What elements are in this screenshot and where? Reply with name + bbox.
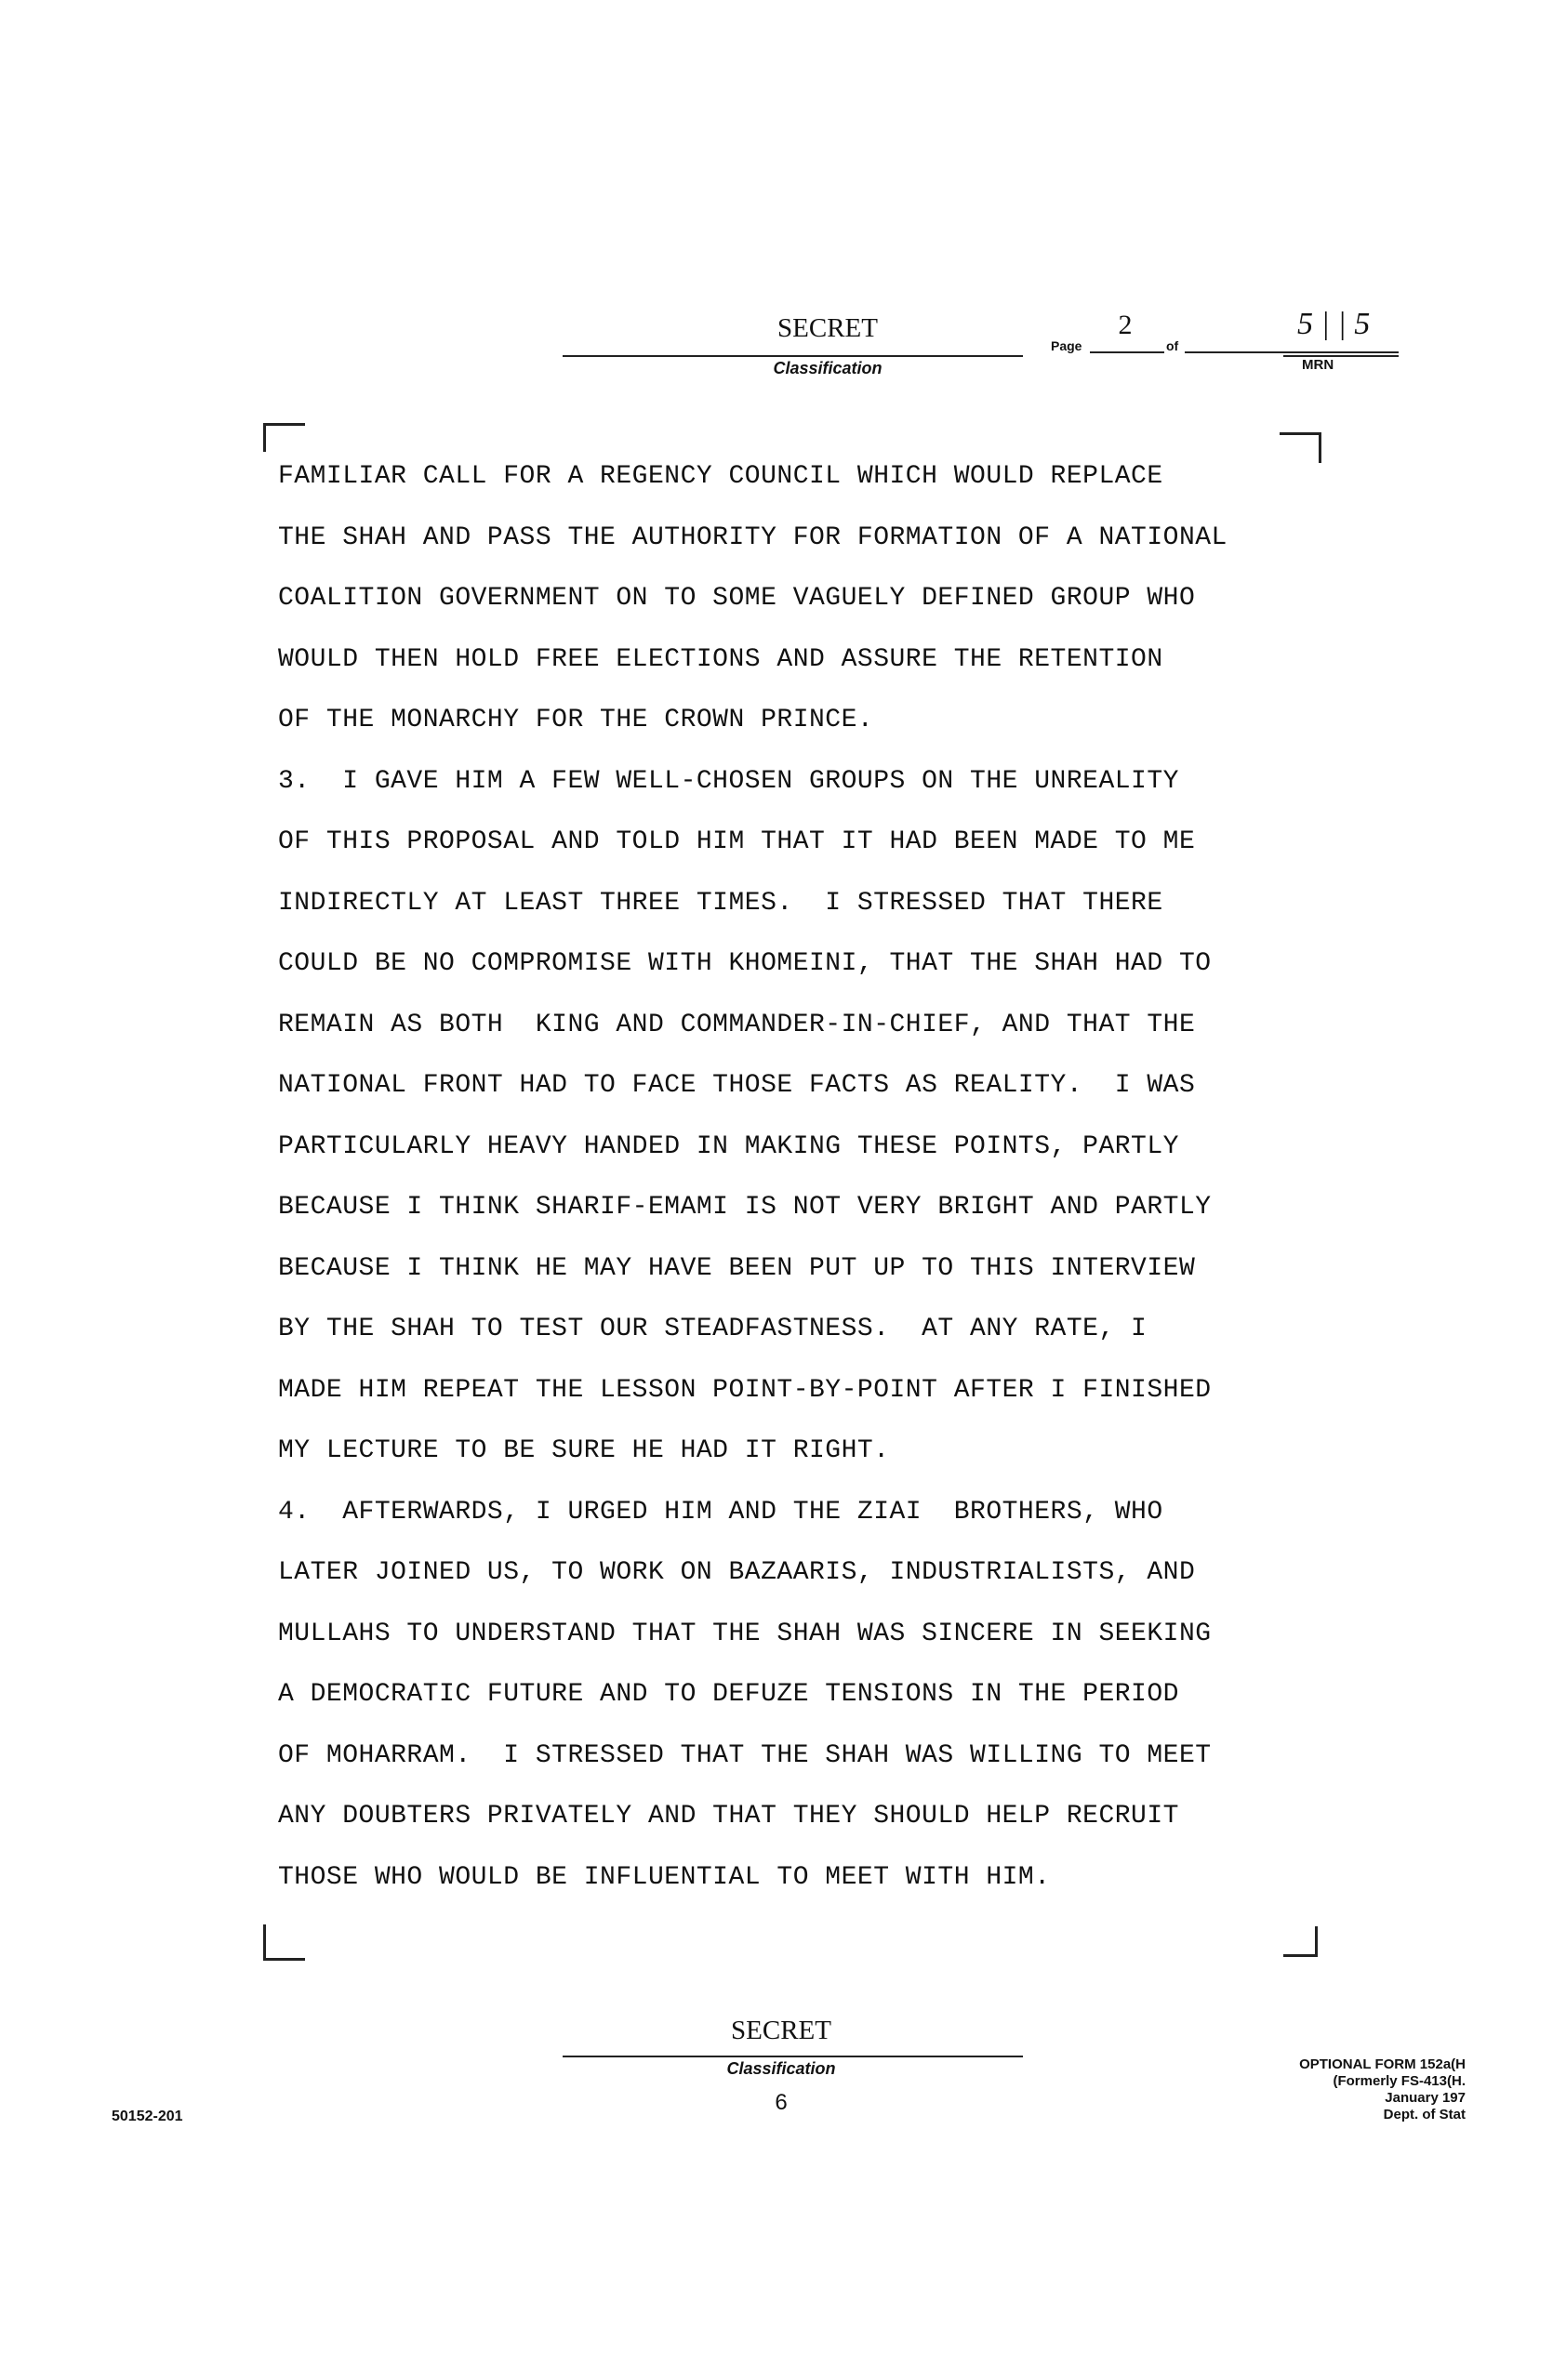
- body-line: A DEMOCRATIC FUTURE AND TO DEFUZE TENSIONS IN THE PERIOD: [278, 1680, 1179, 1709]
- footer-classification: SECRET: [731, 2016, 831, 2045]
- body-line: WOULD THEN HOLD FREE ELECTIONS AND ASSURE THE RETENTION: [278, 644, 1163, 674]
- page-number: 2: [1118, 310, 1133, 340]
- header-classification: SECRET: [777, 313, 878, 343]
- body-line: LATER JOINED US, TO WORK ON BAZAARIS, INDUSTRIALISTS, AND: [278, 1558, 1196, 1587]
- optional-form-line: OPTIONAL FORM 152a(H: [1299, 2056, 1466, 2072]
- optional-form-notice: [1224, 2056, 1466, 2123]
- mrn-number: 5 | | 5: [1297, 307, 1371, 341]
- body-line: OF THIS PROPOSAL AND TOLD HIM THAT IT HAD BEEN MADE TO ME: [278, 827, 1196, 856]
- optional-form-line: (Formerly FS-413(H.: [1333, 2073, 1466, 2089]
- mrn-rule: [1283, 355, 1399, 357]
- footer-page-number: 6: [775, 2090, 788, 2115]
- body-line: REMAIN AS BOTH KING AND COMMANDER-IN-CHIEF, AND THAT THE: [278, 1010, 1196, 1039]
- body-line: 3. I GAVE HIM A FEW WELL-CHOSEN GROUPS ON THE UNREALITY: [278, 766, 1179, 796]
- body-line: BECAUSE I THINK HE MAY HAVE BEEN PUT UP TO THIS INTERVIEW: [278, 1253, 1196, 1283]
- optional-form-line: Dept. of Stat: [1383, 2107, 1466, 2122]
- body-line: BECAUSE I THINK SHARIF-EMAMI IS NOT VERY BRIGHT AND PARTLY: [278, 1193, 1212, 1222]
- cable-body-text: [278, 463, 1357, 1924]
- body-line: THE SHAH AND PASS THE AUTHORITY FOR FORMATION OF A NATIONAL: [278, 522, 1228, 552]
- footer-classification-rule: [563, 2056, 1023, 2057]
- of-label: of: [1166, 338, 1179, 353]
- body-line: BY THE SHAH TO TEST OUR STEADFASTNESS. AT ANY RATE, I: [278, 1315, 1148, 1343]
- page-number-rule: [1090, 351, 1164, 353]
- body-line: COALITION GOVERNMENT ON TO SOME VAGUELY DEFINED GROUP WHO: [278, 584, 1196, 613]
- body-line: 4. AFTERWARDS, I URGED HIM AND THE ZIAI BROTHERS, WHO: [278, 1497, 1163, 1527]
- crop-mark-bottom-left: [263, 1924, 305, 1961]
- crop-mark-top-right: [1280, 432, 1321, 463]
- body-line: COULD BE NO COMPROMISE WITH KHOMEINI, THAT THE SHAH HAD TO: [278, 949, 1212, 978]
- mrn-label: MRN: [1302, 357, 1334, 373]
- body-line: THOSE WHO WOULD BE INFLUENTIAL TO MEET WITH HIM.: [278, 1862, 1051, 1892]
- body-line: NATIONAL FRONT HAD TO FACE THOSE FACTS AS REALITY. I WAS: [278, 1071, 1196, 1100]
- body-line: MULLAHS TO UNDERSTAND THAT THE SHAH WAS SINCERE IN SEEKING: [278, 1619, 1212, 1648]
- body-line: ANY DOUBTERS PRIVATELY AND THAT THEY SHOULD HELP RECRUIT: [278, 1802, 1179, 1831]
- body-line: FAMILIAR CALL FOR A REGENCY COUNCIL WHICH WOULD REPLACE: [278, 462, 1163, 491]
- page-total-rule: [1185, 351, 1399, 353]
- header-classification-label: Classification: [773, 359, 883, 377]
- body-line: INDIRECTLY AT LEAST THREE TIMES. I STRESSED THAT THERE: [278, 888, 1163, 918]
- footer-classification-label: Classification: [726, 2059, 836, 2078]
- crop-mark-top-left: [263, 423, 305, 452]
- body-line: MY LECTURE TO BE SURE HE HAD IT RIGHT.: [278, 1436, 890, 1465]
- body-line: PARTICULARLY HEAVY HANDED IN MAKING THESE POINTS, PARTLY: [278, 1131, 1179, 1161]
- form-code: 50152-201: [112, 2109, 183, 2124]
- body-line: OF THE MONARCHY FOR THE CROWN PRINCE.: [278, 706, 874, 734]
- optional-form-line: January 197: [1385, 2090, 1466, 2106]
- body-line: OF MOHARRAM. I STRESSED THAT THE SHAH WAS WILLING TO MEET: [278, 1740, 1212, 1770]
- page-label: Page: [1051, 338, 1082, 353]
- crop-mark-bottom-right: [1283, 1926, 1318, 1957]
- header-classification-rule: [563, 355, 1023, 357]
- body-line: MADE HIM REPEAT THE LESSON POINT-BY-POINT AFTER I FINISHED: [278, 1375, 1212, 1405]
